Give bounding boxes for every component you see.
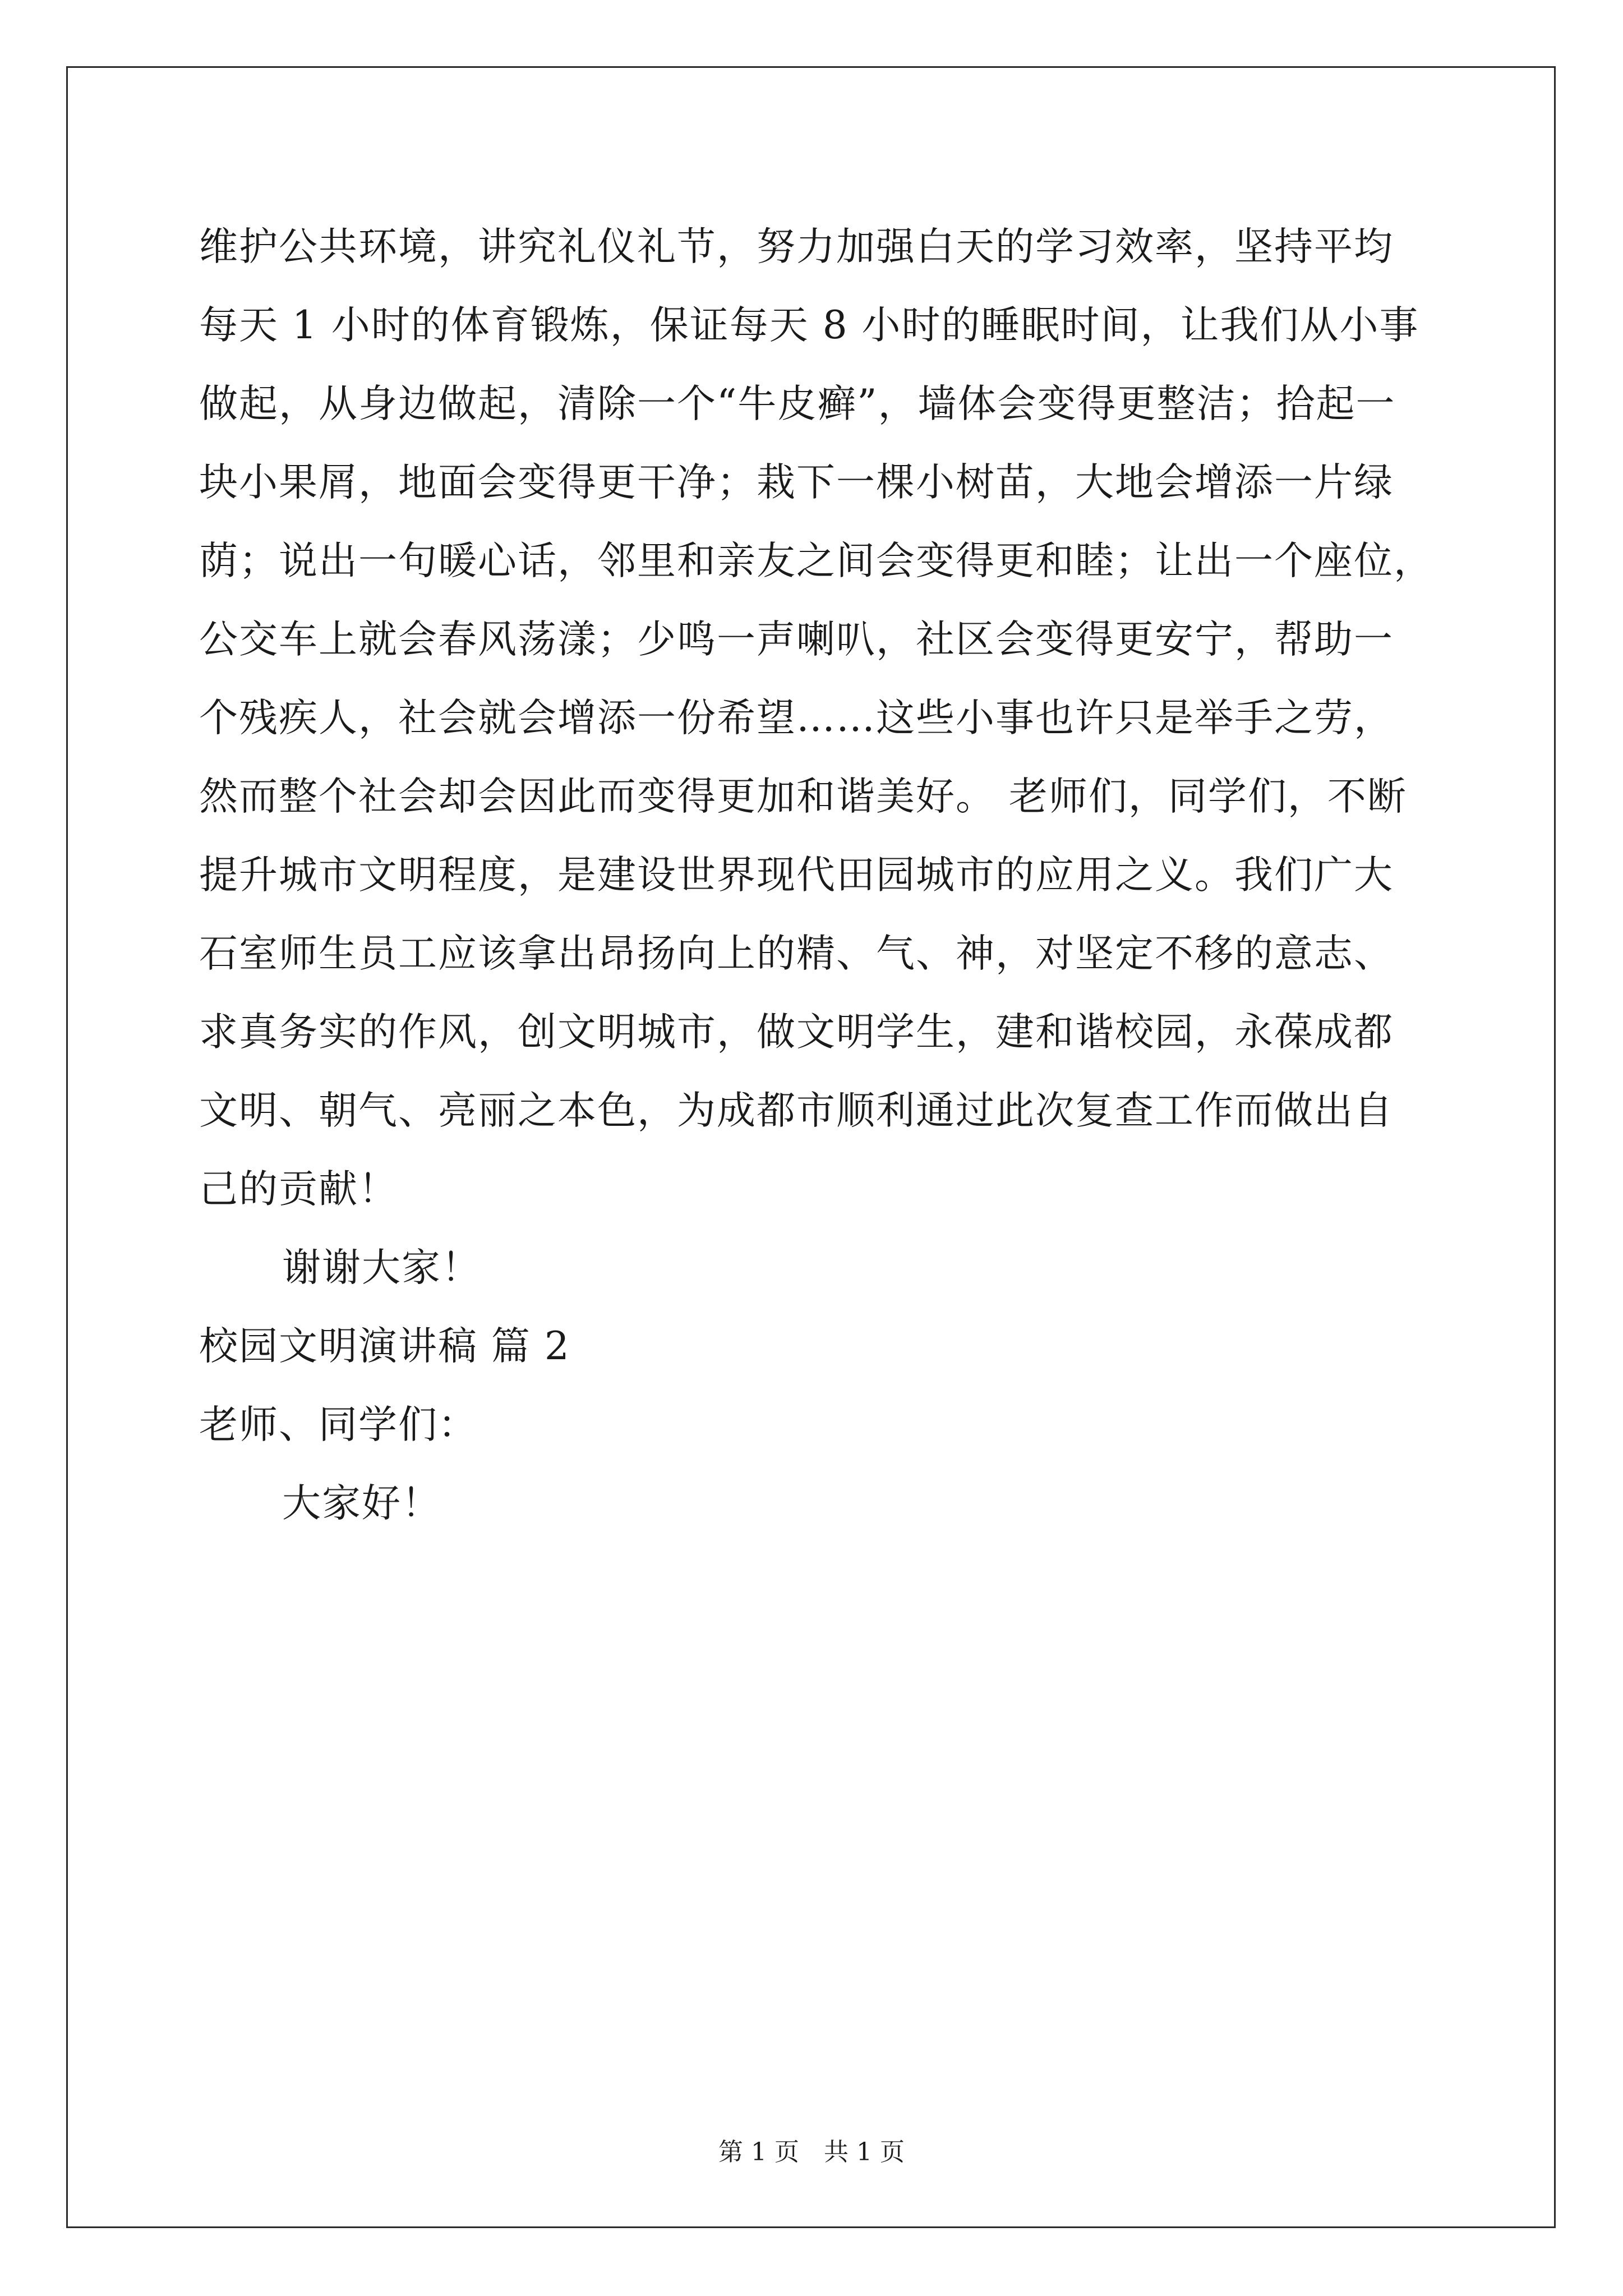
paragraph-line: 己的贡献！ [199,1167,398,1212]
paragraph-line: 提升城市文明程度，是建设世界现代田园城市的应用之义。我们广大 [199,853,1394,898]
paragraph-line: 公交车上就会春风荡漾；少鸣一声喇叭，社区会变得更安宁，帮助一 [199,617,1394,662]
paragraph-line: 个残疾人，社会就会增添一份希望……这些小事也许只是举手之劳， [199,696,1394,740]
salutation: 老师、同学们： [199,1402,478,1447]
paragraph-line: 文明、朝气、亮丽之本色，为成都市顺利通过此次复查工作而做出自 [199,1088,1394,1133]
paragraph-line: 石室师生员工应该拿出昂扬向上的精、气、神，对坚定不移的意志、 [199,931,1394,976]
page-footer: 第 1 页 共 1 页 [718,2138,905,2166]
paragraph-line: 求真务实的作风，创文明城市，做文明学生，建和谐校园，永葆成都 [199,1010,1394,1055]
paragraph-line: 荫；说出一句暖心话，邻里和亲友之间会变得更和睦；让出一个座位， [199,539,1433,583]
section-title: 校园文明演讲稿 篇 2 [199,1324,570,1369]
thanks-line: 谢谢大家！ [282,1245,481,1290]
paragraph-line: 做起，从身边做起，清除一个“牛皮癣”，墙体会变得更整洁；拾起一 [199,381,1396,426]
paragraph-line: 维护公共环境，讲究礼仪礼节，努力加强白天的学习效率，坚持平均 [199,224,1394,269]
paragraph-line: 每天 1 小时的体育锻炼，保证每天 8 小时的睡眠时间，让我们从小事 [199,303,1419,348]
paragraph-line: 然而整个社会却会因此而变得更加和谐美好。 老师们，同学们，不断 [199,774,1407,819]
greeting: 大家好！ [282,1481,441,1526]
document-body [199,208,1489,1543]
paragraph-line: 块小果屑，地面会变得更干净；栽下一棵小树苗，大地会增添一片绿 [199,460,1394,505]
